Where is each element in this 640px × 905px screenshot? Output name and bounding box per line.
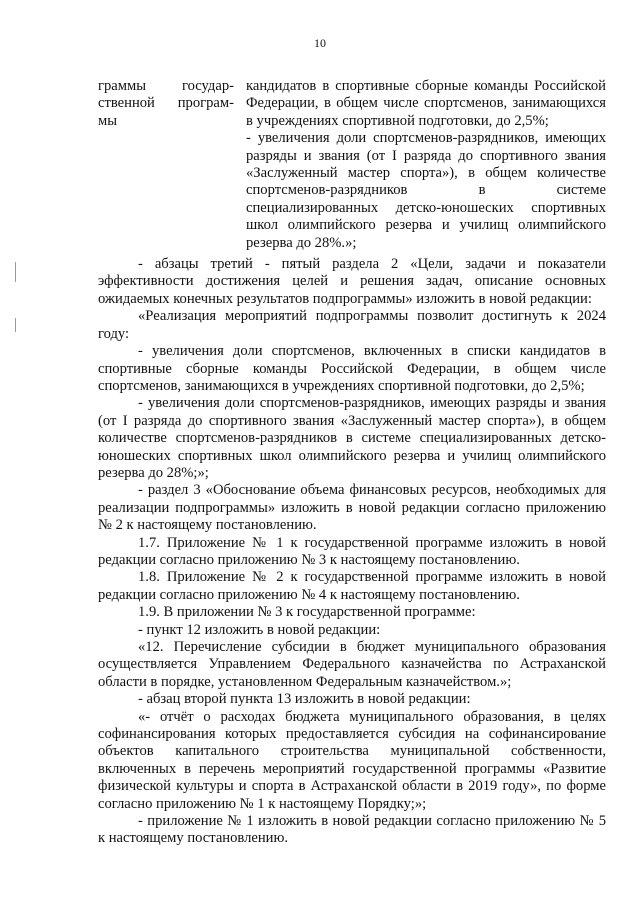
table-left-cell (98, 78, 234, 252)
table-left-line: граммы государ- (98, 78, 234, 94)
paragraph: - абзацы третий - пятый раздела 2 «Цели, задачи и показатели эффективности достижения целей и решения задач, описание основных ожидаемых конечных результатов подпрограммы» изложить в новой редакции: (98, 256, 606, 307)
paragraph: - приложение № 1 изложить в новой редакции согласно приложению № 5 к настоящему постановлению. (98, 813, 606, 847)
table-left-line: ственной програм- (98, 95, 234, 112)
document-body (98, 78, 606, 848)
paragraph: 1.7. Приложение № 1 к государственной программе изложить в новой редакции согласно приложению № 3 к настоящему постановлению. (98, 534, 606, 568)
table-right-cell (246, 78, 606, 252)
table-right-paragraph: - увеличения доли спортсменов-разрядников, имеющих разряды и звания (от I разряда до спортивного звания «Заслуженный мастер спорта»), в общем количестве спортсменов-разрядников в системе специализированных детско-юношеских спортивных школ олимпийского резерва и училищ олимпийского резерва до 28%.»; (246, 130, 606, 251)
table-row (98, 78, 606, 252)
paragraph: 1.8. Приложение № 2 к государственной программе изложить в новой редакции согласно приложению № 4 к настоящему постановлению. (98, 569, 606, 603)
paragraph: «- отчёт о расходах бюджета муниципального образования, в целях софинансирования которых предоставляется субсидия на софинансирование объектов капитального строительства муниципальной собственности, включенных в перечень мероприятий государственной программы «Развитие физической культуры и спорта в Астраханской области в 2019 году», по форме согласно приложению № 1 к настоящему Порядку;»; (98, 708, 606, 812)
paragraph: «Реализация мероприятий подпрограммы позволит достигнуть к 2024 году: (98, 308, 606, 342)
table-right-paragraph: кандидатов в спортивные сборные команды Российской Федерации, в общем числе спортсменов, занимающихся в учреждениях спортивной подготовки, до 2,5%; (246, 78, 606, 129)
paragraph: - абзац второй пункта 13 изложить в новой редакции: (138, 691, 471, 708)
paragraph: - раздел 3 «Обоснование объема финансовых ресурсов, необходимых для реализации подпрограммы» изложить в новой редакции согласно приложению № 2 к настоящему постановлению. (98, 482, 606, 534)
paragraph: - увеличения доли спортсменов, включенных в списки кандидатов в спортивные сборные команды Российской Федерации, в общем числе спортсменов, занимающихся в учреждениях спортивной подготовки, до 2,5%; (98, 343, 606, 394)
paragraph: 1.9. В приложении № 3 к государственной программе: (138, 604, 476, 621)
margin-mark (15, 318, 16, 332)
page-number: 10 (314, 36, 326, 50)
paragraph: «12. Перечисление субсидии в бюджет муниципального образования осуществляется Управлением Федерального казначейства по Астраханской области в порядке, установленном Федеральным казначейством.»; (98, 639, 606, 690)
table-left-line: мы (98, 112, 118, 129)
paragraph: - пункт 12 изложить в новой редакции: (138, 621, 381, 638)
paragraph: - увеличения доли спортсменов-разрядников, имеющих разряды и звания (от I разряда до спортивного звания «Заслуженный мастер спорта»), в общем количестве спортсменов-разрядников в системе специализированных детско-юношеских спортивных школ олимпийского резерва и училищ олимпийского резерва до 28%;»; (98, 395, 606, 481)
margin-mark (15, 262, 16, 282)
